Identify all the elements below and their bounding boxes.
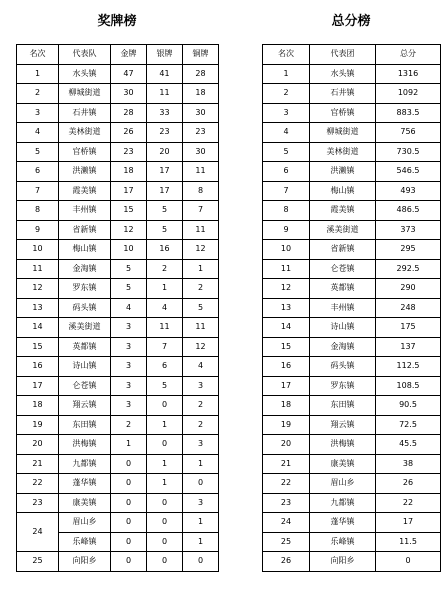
medal-header-row	[17, 45, 219, 65]
points-row	[263, 298, 441, 318]
medal-table-body	[17, 64, 219, 571]
medal-cell-gold: 30	[111, 84, 147, 104]
medal-cell-team: 英都镇	[59, 337, 111, 357]
points-cell-score: 175	[376, 318, 441, 338]
points-cell-team: 金淘镇	[310, 337, 376, 357]
medal-cell-bronze: 2	[183, 279, 219, 299]
points-row	[263, 240, 441, 260]
medal-cell-team: 仑苍镇	[59, 376, 111, 396]
points-row	[263, 415, 441, 435]
medal-cell-gold: 5	[111, 259, 147, 279]
points-cell-team: 翔云镇	[310, 415, 376, 435]
medal-cell-gold: 0	[111, 532, 147, 552]
points-cell-rank: 9	[263, 220, 310, 240]
points-row	[263, 532, 441, 552]
points-cell-team: 九都镇	[310, 493, 376, 513]
points-cell-team: 水头镇	[310, 64, 376, 84]
points-row	[263, 279, 441, 299]
points-row	[263, 337, 441, 357]
medal-row	[17, 318, 219, 338]
medal-cell-bronze: 7	[183, 201, 219, 221]
medal-cell-silver: 23	[147, 123, 183, 143]
medal-cell-bronze: 2	[183, 415, 219, 435]
points-cell-team: 石井镇	[310, 84, 376, 104]
points-cell-score: 292.5	[376, 259, 441, 279]
medal-cell-bronze: 2	[183, 396, 219, 416]
points-cell-rank: 4	[263, 123, 310, 143]
medal-row	[17, 162, 219, 182]
points-header-score: 总分	[376, 45, 441, 65]
medal-cell-team: 官桥镇	[59, 142, 111, 162]
medal-cell-team: 蓬华镇	[59, 474, 111, 494]
points-cell-team: 码头镇	[310, 357, 376, 377]
points-cell-team: 溪美街道	[310, 220, 376, 240]
medal-cell-team: 水头镇	[59, 64, 111, 84]
medal-cell-gold: 18	[111, 162, 147, 182]
medal-cell-rank: 13	[17, 298, 59, 318]
points-cell-team: 洪梅镇	[310, 435, 376, 455]
medal-cell-rank: 9	[17, 220, 59, 240]
points-row	[263, 474, 441, 494]
medal-cell-team: 丰州镇	[59, 201, 111, 221]
medal-cell-gold: 3	[111, 396, 147, 416]
medal-cell-gold: 23	[111, 142, 147, 162]
points-table-body	[263, 64, 441, 571]
points-cell-rank: 1	[263, 64, 310, 84]
medal-cell-team: 诗山镇	[59, 357, 111, 377]
medal-row	[17, 435, 219, 455]
medal-cell-silver: 0	[147, 493, 183, 513]
points-row	[263, 396, 441, 416]
medal-cell-rank: 3	[17, 103, 59, 123]
points-row	[263, 103, 441, 123]
medal-cell-bronze: 11	[183, 162, 219, 182]
points-cell-team: 罗东镇	[310, 376, 376, 396]
points-cell-rank: 24	[263, 513, 310, 533]
medal-cell-gold: 1	[111, 435, 147, 455]
medal-cell-rank: 12	[17, 279, 59, 299]
medal-cell-bronze: 1	[183, 454, 219, 474]
medal-cell-silver: 1	[147, 474, 183, 494]
medal-cell-bronze: 12	[183, 337, 219, 357]
medal-cell-silver: 1	[147, 279, 183, 299]
medal-board-title: 奖牌榜	[97, 14, 137, 29]
medal-row	[17, 337, 219, 357]
medal-cell-silver: 16	[147, 240, 183, 260]
medal-cell-rank: 23	[17, 493, 59, 513]
points-row	[263, 376, 441, 396]
medal-cell-silver: 1	[147, 454, 183, 474]
medal-cell-gold: 0	[111, 474, 147, 494]
medal-cell-gold: 3	[111, 357, 147, 377]
medal-cell-team: 向阳乡	[59, 552, 111, 572]
medal-cell-bronze: 3	[183, 493, 219, 513]
medal-cell-rank: 20	[17, 435, 59, 455]
medal-cell-gold: 3	[111, 376, 147, 396]
points-cell-team: 蓬华镇	[310, 513, 376, 533]
points-cell-score: 756	[376, 123, 441, 143]
points-board-title: 总分榜	[331, 14, 371, 29]
medal-cell-rank: 10	[17, 240, 59, 260]
medal-cell-gold: 28	[111, 103, 147, 123]
medal-header-silver: 银牌	[147, 45, 183, 65]
medal-cell-gold: 4	[111, 298, 147, 318]
points-cell-rank: 10	[263, 240, 310, 260]
medal-cell-gold: 12	[111, 220, 147, 240]
medal-cell-bronze: 28	[183, 64, 219, 84]
points-cell-rank: 7	[263, 181, 310, 201]
medal-cell-bronze: 3	[183, 376, 219, 396]
medal-cell-silver: 17	[147, 162, 183, 182]
medal-cell-gold: 5	[111, 279, 147, 299]
points-cell-team: 仑苍镇	[310, 259, 376, 279]
medal-cell-silver: 5	[147, 376, 183, 396]
points-cell-score: 493	[376, 181, 441, 201]
medal-cell-silver: 11	[147, 84, 183, 104]
medal-cell-bronze: 3	[183, 435, 219, 455]
points-row	[263, 84, 441, 104]
medal-cell-bronze: 1	[183, 532, 219, 552]
medal-cell-gold: 2	[111, 415, 147, 435]
medal-table	[16, 44, 219, 572]
points-row	[263, 318, 441, 338]
points-cell-score: 137	[376, 337, 441, 357]
medal-cell-team: 翔云镇	[59, 396, 111, 416]
points-cell-rank: 13	[263, 298, 310, 318]
points-cell-score: 112.5	[376, 357, 441, 377]
points-cell-score: 1316	[376, 64, 441, 84]
points-cell-team: 向阳乡	[310, 552, 376, 572]
medal-row	[17, 357, 219, 377]
medal-cell-bronze: 1	[183, 513, 219, 533]
points-cell-rank: 22	[263, 474, 310, 494]
points-cell-score: 248	[376, 298, 441, 318]
medal-row	[17, 513, 219, 533]
medal-row	[17, 552, 219, 572]
medal-header-team: 代表队	[59, 45, 111, 65]
points-cell-rank: 18	[263, 396, 310, 416]
points-cell-rank: 2	[263, 84, 310, 104]
medal-row	[17, 142, 219, 162]
points-row	[263, 142, 441, 162]
points-cell-rank: 8	[263, 201, 310, 221]
medal-cell-bronze: 0	[183, 552, 219, 572]
medal-cell-team: 洪濑镇	[59, 162, 111, 182]
medal-cell-rank: 15	[17, 337, 59, 357]
medal-cell-silver: 17	[147, 181, 183, 201]
medal-cell-bronze: 12	[183, 240, 219, 260]
medal-cell-rank: 16	[17, 357, 59, 377]
medal-cell-bronze: 8	[183, 181, 219, 201]
medal-cell-gold: 0	[111, 552, 147, 572]
points-cell-rank: 5	[263, 142, 310, 162]
medal-row	[17, 64, 219, 84]
medal-cell-bronze: 11	[183, 318, 219, 338]
medal-cell-team: 溪美街道	[59, 318, 111, 338]
medal-row	[17, 454, 219, 474]
points-cell-score: 883.5	[376, 103, 441, 123]
points-cell-score: 1092	[376, 84, 441, 104]
points-cell-rank: 6	[263, 162, 310, 182]
medal-cell-bronze: 18	[183, 84, 219, 104]
points-cell-rank: 3	[263, 103, 310, 123]
medal-cell-gold: 0	[111, 513, 147, 533]
medal-cell-rank: 19	[17, 415, 59, 435]
medal-row	[17, 220, 219, 240]
medal-row	[17, 123, 219, 143]
medal-cell-silver: 0	[147, 552, 183, 572]
medal-cell-silver: 6	[147, 357, 183, 377]
points-table	[262, 44, 441, 572]
medal-row	[17, 376, 219, 396]
medal-cell-rank: 18	[17, 396, 59, 416]
medal-cell-team: 洪梅镇	[59, 435, 111, 455]
medal-cell-rank: 4	[17, 123, 59, 143]
medal-cell-silver: 5	[147, 201, 183, 221]
points-cell-team: 省新镇	[310, 240, 376, 260]
points-cell-team: 柳城街道	[310, 123, 376, 143]
points-cell-score: 546.5	[376, 162, 441, 182]
points-header-rank: 名次	[263, 45, 310, 65]
medal-cell-gold: 0	[111, 493, 147, 513]
points-cell-rank: 26	[263, 552, 310, 572]
medal-cell-silver: 33	[147, 103, 183, 123]
medal-cell-bronze: 5	[183, 298, 219, 318]
medal-cell-gold: 10	[111, 240, 147, 260]
medal-cell-silver: 4	[147, 298, 183, 318]
points-cell-score: 90.5	[376, 396, 441, 416]
points-cell-rank: 23	[263, 493, 310, 513]
medal-row	[17, 493, 219, 513]
points-cell-rank: 17	[263, 376, 310, 396]
medal-row	[17, 181, 219, 201]
points-row	[263, 357, 441, 377]
points-row	[263, 454, 441, 474]
points-cell-score: 108.5	[376, 376, 441, 396]
medal-cell-team: 金淘镇	[59, 259, 111, 279]
points-cell-team: 乐峰镇	[310, 532, 376, 552]
points-cell-team: 霞美镇	[310, 201, 376, 221]
points-cell-rank: 15	[263, 337, 310, 357]
medal-cell-rank: 1	[17, 64, 59, 84]
medal-header-bronze: 铜牌	[183, 45, 219, 65]
medal-cell-gold: 17	[111, 181, 147, 201]
points-cell-rank: 19	[263, 415, 310, 435]
points-row	[263, 64, 441, 84]
medal-cell-rank: 11	[17, 259, 59, 279]
medal-cell-silver: 11	[147, 318, 183, 338]
points-cell-rank: 16	[263, 357, 310, 377]
medal-cell-bronze: 30	[183, 142, 219, 162]
medal-cell-bronze: 30	[183, 103, 219, 123]
points-row	[263, 123, 441, 143]
points-cell-team: 梅山镇	[310, 181, 376, 201]
medal-row	[17, 240, 219, 260]
points-row	[263, 181, 441, 201]
points-cell-score: 72.5	[376, 415, 441, 435]
medal-cell-rank: 14	[17, 318, 59, 338]
points-cell-team: 丰州镇	[310, 298, 376, 318]
medal-cell-bronze: 23	[183, 123, 219, 143]
medal-cell-team: 美林街道	[59, 123, 111, 143]
points-cell-score: 17	[376, 513, 441, 533]
points-cell-rank: 21	[263, 454, 310, 474]
medal-cell-team: 柳城街道	[59, 84, 111, 104]
medal-cell-gold: 47	[111, 64, 147, 84]
medal-cell-team: 康美镇	[59, 493, 111, 513]
medal-cell-rank: 25	[17, 552, 59, 572]
medal-cell-team: 霞美镇	[59, 181, 111, 201]
medal-cell-silver: 2	[147, 259, 183, 279]
points-cell-rank: 11	[263, 259, 310, 279]
points-cell-team: 美林街道	[310, 142, 376, 162]
points-row	[263, 201, 441, 221]
points-header-row	[263, 45, 441, 65]
points-row	[263, 513, 441, 533]
points-cell-score: 486.5	[376, 201, 441, 221]
medal-cell-silver: 41	[147, 64, 183, 84]
medal-cell-gold: 15	[111, 201, 147, 221]
medal-cell-team: 东田镇	[59, 415, 111, 435]
points-cell-team: 英都镇	[310, 279, 376, 299]
medal-cell-rank: 5	[17, 142, 59, 162]
medal-cell-gold: 0	[111, 454, 147, 474]
points-cell-score: 290	[376, 279, 441, 299]
medal-row	[17, 396, 219, 416]
points-cell-rank: 20	[263, 435, 310, 455]
medal-row	[17, 259, 219, 279]
medal-row	[17, 84, 219, 104]
medal-row	[17, 279, 219, 299]
points-row	[263, 259, 441, 279]
medal-cell-rank: 24	[17, 513, 59, 552]
medal-header-gold: 金牌	[111, 45, 147, 65]
points-row	[263, 220, 441, 240]
medal-cell-silver: 5	[147, 220, 183, 240]
medal-cell-silver: 0	[147, 513, 183, 533]
points-cell-team: 眉山乡	[310, 474, 376, 494]
medal-cell-bronze: 4	[183, 357, 219, 377]
medal-cell-team: 罗东镇	[59, 279, 111, 299]
points-row	[263, 552, 441, 572]
medal-cell-bronze: 11	[183, 220, 219, 240]
points-cell-team: 东田镇	[310, 396, 376, 416]
points-cell-rank: 12	[263, 279, 310, 299]
medal-cell-silver: 0	[147, 532, 183, 552]
points-cell-score: 26	[376, 474, 441, 494]
medal-cell-team: 梅山镇	[59, 240, 111, 260]
medal-cell-rank: 22	[17, 474, 59, 494]
points-cell-rank: 14	[263, 318, 310, 338]
medal-cell-silver: 20	[147, 142, 183, 162]
medal-cell-team: 省新镇	[59, 220, 111, 240]
points-row	[263, 493, 441, 513]
medal-cell-silver: 0	[147, 396, 183, 416]
medal-cell-rank: 17	[17, 376, 59, 396]
points-cell-score: 38	[376, 454, 441, 474]
medal-cell-rank: 21	[17, 454, 59, 474]
medal-row	[17, 298, 219, 318]
points-cell-score: 45.5	[376, 435, 441, 455]
medal-cell-gold: 3	[111, 318, 147, 338]
medal-header-rank: 名次	[17, 45, 59, 65]
medal-cell-rank: 7	[17, 181, 59, 201]
points-cell-team: 官桥镇	[310, 103, 376, 123]
points-cell-rank: 25	[263, 532, 310, 552]
points-cell-team: 洪濑镇	[310, 162, 376, 182]
points-cell-score: 11.5	[376, 532, 441, 552]
points-cell-score: 22	[376, 493, 441, 513]
medal-cell-team: 乐峰镇	[59, 532, 111, 552]
medal-cell-silver: 0	[147, 435, 183, 455]
points-header-team: 代表团	[310, 45, 376, 65]
points-row	[263, 435, 441, 455]
medal-cell-gold: 3	[111, 337, 147, 357]
medal-cell-rank: 6	[17, 162, 59, 182]
medal-cell-silver: 7	[147, 337, 183, 357]
medal-row	[17, 415, 219, 435]
medal-cell-team: 码头镇	[59, 298, 111, 318]
medal-row	[17, 201, 219, 221]
points-cell-team: 康美镇	[310, 454, 376, 474]
medal-cell-silver: 1	[147, 415, 183, 435]
points-cell-score: 373	[376, 220, 441, 240]
points-cell-score: 295	[376, 240, 441, 260]
medal-cell-bronze: 1	[183, 259, 219, 279]
medal-cell-team: 石井镇	[59, 103, 111, 123]
medal-cell-team: 眉山乡	[59, 513, 111, 533]
medal-row	[17, 474, 219, 494]
medal-row	[17, 103, 219, 123]
points-cell-score: 730.5	[376, 142, 441, 162]
medal-cell-rank: 2	[17, 84, 59, 104]
medal-cell-team: 九都镇	[59, 454, 111, 474]
medal-cell-bronze: 0	[183, 474, 219, 494]
points-row	[263, 162, 441, 182]
points-cell-score: 0	[376, 552, 441, 572]
points-cell-team: 诗山镇	[310, 318, 376, 338]
medal-cell-gold: 26	[111, 123, 147, 143]
medal-cell-rank: 8	[17, 201, 59, 221]
